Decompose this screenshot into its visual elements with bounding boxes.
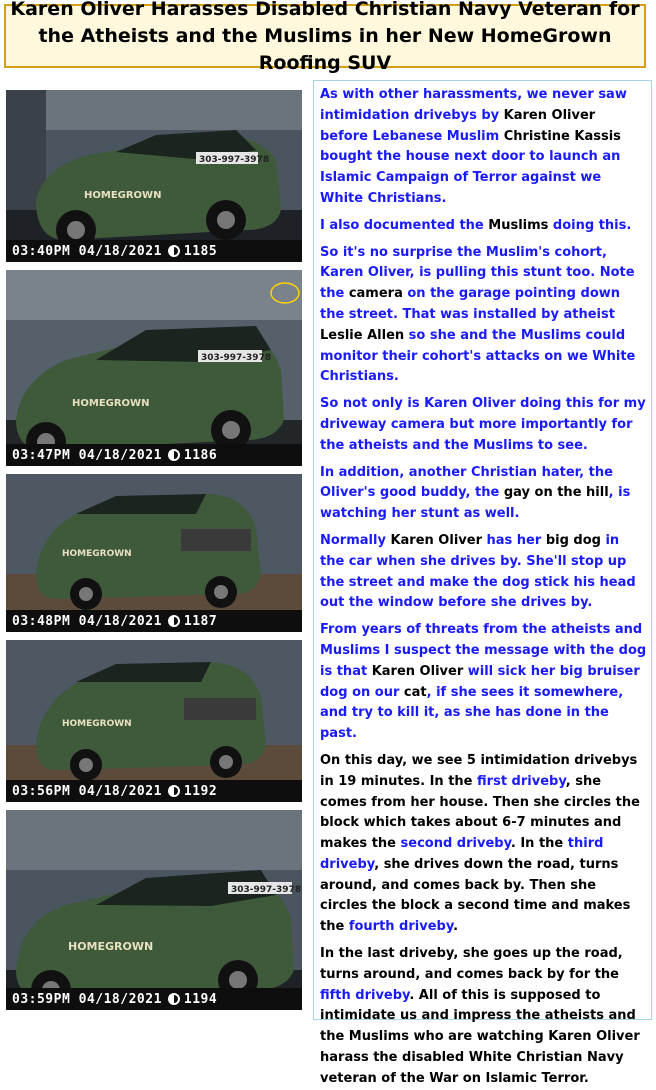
moon-icon: [168, 449, 180, 461]
text-run: so she and the Muslims could monitor their cohort's attacks on we White Christians.: [320, 327, 636, 385]
security-camera-frame-4: [6, 640, 302, 802]
text-run: on the garage pointing down the street. That was installed by atheist: [320, 286, 621, 322]
timestamp-time: 03:59PM: [12, 991, 71, 1007]
text-run: . In the: [510, 836, 568, 852]
text-run: , she drives down the road, turns around, and comes back by. Then she circles the block a second time and makes the: [320, 856, 631, 935]
vehicle-brand-label: HOMEGROWN: [62, 719, 132, 729]
timestamp-bar: [6, 780, 302, 802]
text-run: will sick her big bruiser dog on our: [320, 663, 640, 700]
timestamp-time: 03:48PM: [12, 613, 71, 629]
text-run: , is watching her stunt as well.: [320, 485, 631, 522]
text-run: On this day, we see 5 intimidation drivebys in 19 minutes. In the: [320, 752, 638, 789]
text-run: camera: [348, 286, 403, 302]
text-run: Christine Kassis: [503, 128, 621, 144]
paragraph-8: [320, 751, 647, 938]
paragraph-3: [320, 243, 647, 389]
vehicle-brand-label: HOMEGROWN: [72, 398, 150, 409]
timestamp-bar: [6, 610, 302, 632]
vehicle-phone-label: 303-997-3978: [199, 155, 270, 165]
moon-icon: [168, 993, 180, 1005]
frame-number: 1186: [183, 447, 218, 463]
text-run: So not only is Karen Oliver doing this for my driveway camera but more importantly for the atheists and the Muslims to see.: [320, 396, 646, 453]
text-run: So it's no surprise the Muslim's cohort, Karen Oliver, is pulling this stunt too. Note the: [320, 244, 635, 302]
text-run: before Lebanese Muslim: [320, 128, 504, 144]
security-camera-frame-1: [6, 90, 302, 262]
paragraph-4: [320, 394, 647, 456]
suv-photo-1: [6, 90, 302, 262]
suv-photo-2: [6, 270, 302, 466]
timestamp-time: 03:56PM: [12, 783, 71, 799]
timestamp-bar: [6, 444, 302, 466]
frame-number: 1192: [183, 783, 218, 799]
moon-icon: [168, 245, 180, 257]
vehicle-brand-label: HOMEGROWN: [84, 190, 162, 201]
narrative-text-column: [313, 80, 652, 1086]
frame-number: 1185: [183, 243, 218, 259]
text-run: , she comes from her house. Then she circles the block which takes about 6-7 minutes and makes the: [320, 773, 640, 852]
vehicle-brand-label: HOMEGROWN: [68, 940, 154, 953]
suv-photo-3: [6, 474, 302, 632]
text-run: From years of threats from the atheists and Muslims I suspect the message with the dog is that: [320, 622, 647, 679]
paragraph-9: [320, 944, 647, 1090]
vehicle-phone-label: 303-997-3978: [231, 885, 302, 895]
timestamp-time: 03:47PM: [12, 447, 71, 463]
text-run: Muslims: [488, 217, 549, 233]
text-run: doing this.: [548, 217, 632, 233]
frame-number: 1187: [183, 613, 218, 629]
text-run: cat: [403, 684, 427, 700]
page-title-box: [4, 0, 646, 74]
page-title: Karen Oliver Harasses Disabled Christian Navy Veteran for the Atheists and the Muslims in her New HomeGrown Roofing SUV: [10, 0, 640, 74]
text-run: gay on the hill: [503, 485, 609, 501]
text-run: In the last driveby, she goes up the road, turns around, and comes back by for the: [320, 946, 623, 982]
vehicle-phone-label: 303-997-3978: [201, 353, 272, 363]
timestamp-date: 04/18/2021: [78, 447, 162, 463]
text-run: .: [453, 919, 459, 935]
text-run: As with other harassments, we never saw intimidation drivebys by: [320, 87, 627, 123]
paragraph-2: [320, 216, 647, 237]
paragraph-7: [320, 620, 647, 745]
text-run: bought the house next door to launch an Islamic Campaign of Terror against we White Christians.: [320, 149, 621, 206]
paragraph-5: [320, 463, 647, 525]
timestamp-bar: [6, 988, 302, 1010]
frame-number: 1194: [183, 991, 218, 1007]
text-run: Normally: [320, 532, 391, 548]
text-run: fourth driveby: [348, 919, 454, 935]
text-run: Karen Oliver: [390, 532, 482, 548]
text-run: third driveby: [320, 836, 604, 872]
paragraph-1: [320, 85, 647, 210]
timestamp-time: 03:40PM: [12, 243, 71, 259]
timestamp-date: 04/18/2021: [78, 613, 162, 629]
security-camera-frame-3: [6, 474, 302, 632]
moon-icon: [168, 615, 180, 627]
timestamp-date: 04/18/2021: [78, 783, 162, 799]
text-run: In addition, another Christian hater, the Oliver's good buddy, the: [320, 464, 613, 501]
text-run: I also documented the: [320, 217, 489, 233]
suv-photo-4: [6, 640, 302, 802]
text-run: has her: [481, 532, 546, 548]
security-camera-frame-5: [6, 810, 302, 1010]
timestamp-date: 04/18/2021: [78, 243, 162, 259]
text-run: , if she sees it somewhere, and try to kill it, as she has done in the past.: [320, 684, 624, 742]
text-run: Leslie Allen: [320, 327, 405, 343]
timestamp-date: 04/18/2021: [78, 991, 162, 1007]
suv-photo-5: [6, 810, 302, 1010]
text-run: Karen Oliver: [371, 663, 464, 679]
vehicle-brand-label: HOMEGROWN: [62, 549, 132, 559]
text-run: in the car when she drives by. She'll stop up the street and make the dog stick his head out the window before she drives by.: [320, 532, 636, 611]
text-run: big dog: [545, 532, 601, 548]
moon-icon: [168, 785, 180, 797]
text-run: second driveby: [400, 836, 511, 852]
text-run: . All of this is supposed to intimidate us and impress the atheists and the Muslims who are watching Karen Oliver harass the disabled White Christian Navy veteran of the War on Islamic Terror.: [320, 987, 640, 1086]
text-run: Karen Oliver: [503, 107, 596, 123]
paragraph-6: [320, 531, 647, 614]
text-run: first driveby: [477, 773, 566, 789]
security-camera-frame-2: [6, 270, 302, 466]
text-run: fifth driveby: [320, 987, 410, 1003]
timestamp-bar: [6, 240, 302, 262]
